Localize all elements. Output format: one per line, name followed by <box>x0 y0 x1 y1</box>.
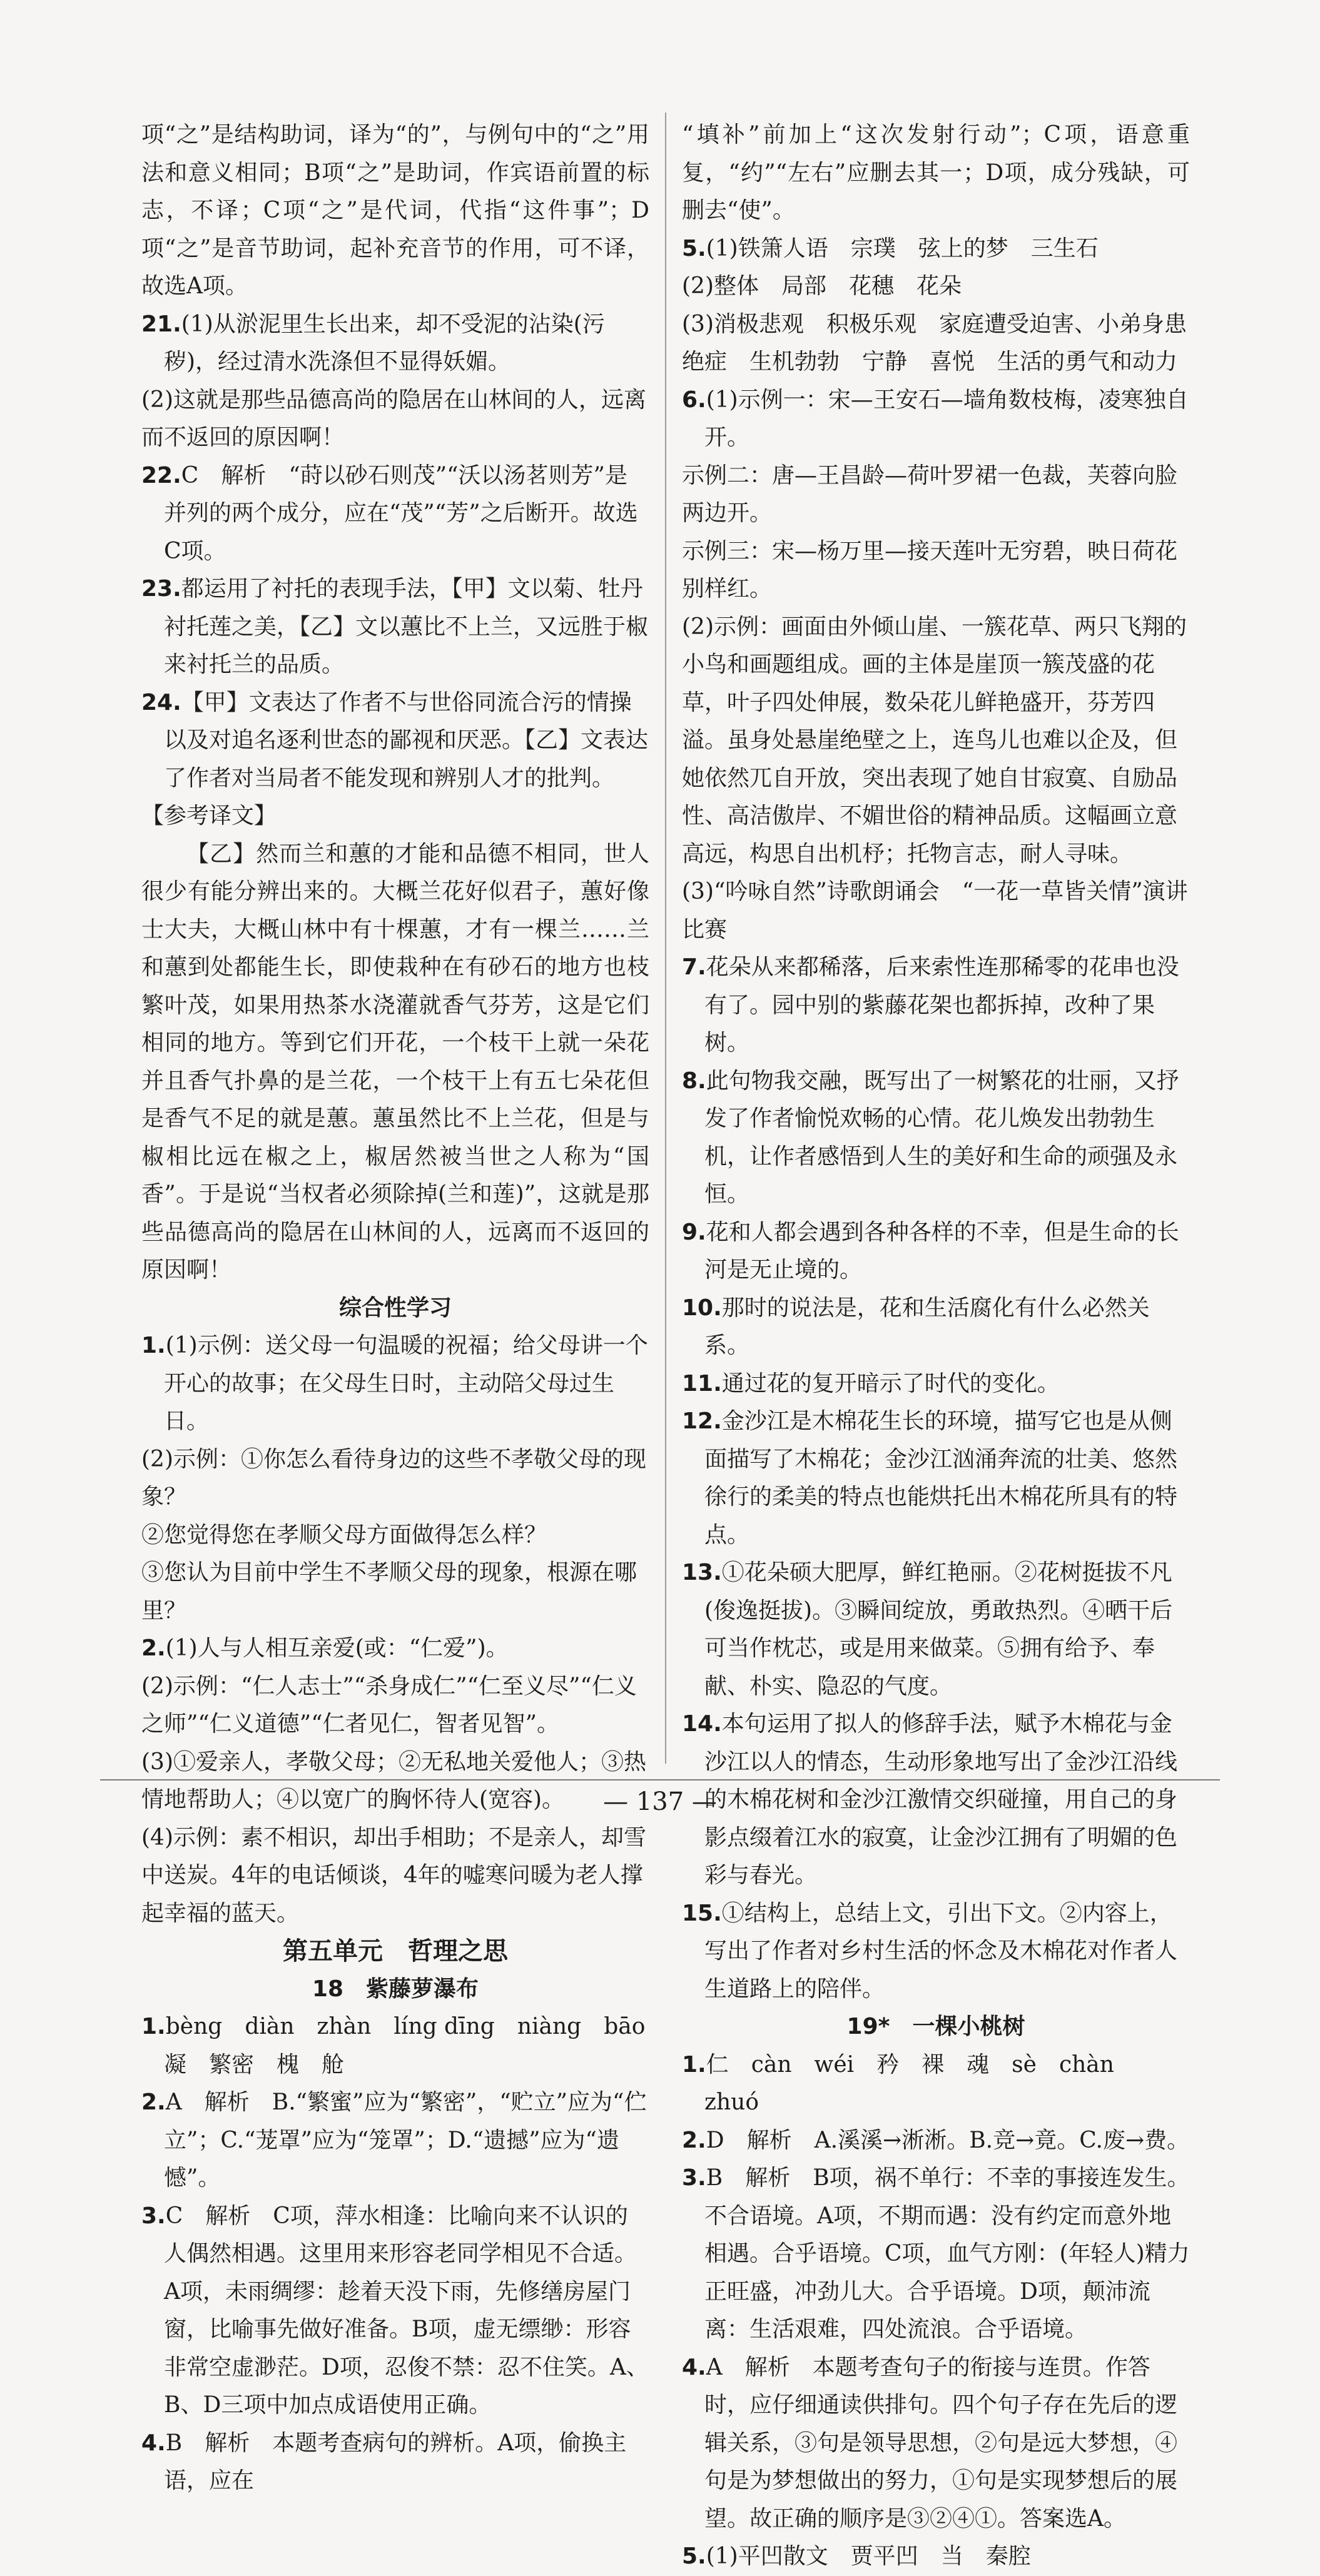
item-text: D 解析 A.溪溪→淅淅。B.竞→竟。C.废→费。 <box>706 2127 1190 2153</box>
right-answer-item <box>682 2122 1190 2160</box>
left-answer-item <box>141 2084 649 2198</box>
item-text: 此句物我交融，既写出了一树繁花的壮丽，又抒发了作者愉悦欢畅的心情。花儿焕发出勃勃生机，让作者感悟到人生的美好和生命的顽强及永恒。 <box>704 1068 1179 1207</box>
right-column <box>682 116 1190 2576</box>
item-text: 金沙江是木棉花生长的环境，描写它也是从侧面描写了木棉花；金沙江汹涌奔流的壮美、悠然徐行的柔美的特点也能烘托出木棉花所具有的特点。 <box>704 1408 1178 1548</box>
left-answer-item <box>141 2198 649 2425</box>
right-continued-paragraph: “填补”前加上“这次发射行动”；C项，语意重复，“约”“左右”应删去其一；D项，成分残缺，可删去“使”。 <box>682 122 1190 223</box>
left-continued-paragraph: 项“之”是结构助词，译为“的”，与例句中的“之”用法和意义相同；B项“之”是助词，作宾语前置的标志，不译；C项“之”是代词，代指“这件事”；D项“之”是音节助词，起补充音节的作用，可不译，故选A项。 <box>141 122 649 299</box>
item-number: 4. <box>682 2354 706 2380</box>
item-text: C 解析 “莳以砂石则茂”“沃以汤茗则芳”是并列的两个成分，应在“茂”“芳”之后断开。故选C项。 <box>164 462 638 564</box>
right-answer-subpart: (3)消极悲观 积极乐观 家庭遭受迫害、小弟身患绝症 生机勃勃 宁静 喜悦 生活的勇气和动力 <box>682 311 1187 375</box>
item-number: 3. <box>141 2203 166 2229</box>
right-answer-item <box>682 2349 1190 2538</box>
item-number: 2. <box>682 2127 706 2153</box>
item-text: B 解析 B项，祸不单行：不幸的事接连发生。不合语境。A项，不期而遇：没有约定而意外地相遇。合乎语境。C项，血气方刚：(年轻人)精力正旺盛，冲劲儿大。合乎语境。D项，颠沛流离：生活艰难，四处流浪。合乎语境。 <box>704 2165 1190 2342</box>
left-answer-item <box>141 306 649 381</box>
item-number: 11. <box>682 1370 722 1397</box>
left-section-heading: 综合性学习 <box>338 1295 452 1321</box>
item-number: 2. <box>141 2089 166 2115</box>
item-text: A 解析 B.“繁蜜”应为“繁密”，“贮立”应为“伫立”；C.“茏罩”应为“笼罩”；D.“遗撼”应为“遗憾”。 <box>164 2089 647 2191</box>
item-number: 10. <box>682 1295 722 1321</box>
right-answer-subpart: (3)“吟咏自然”诗歌朗诵会 “一花一草皆关情”演讲比赛 <box>682 879 1188 942</box>
item-text: C 解析 C项，萍水相逢：比喻向来不认识的人偶然相遇。这里用来形容老同学相见不合适。A项，未雨绸缪：趁着天没下雨，先修缮房屋门窗，比喻事先做好准备。B项，虚无缥缈：形容非常空虚渺茫。D项，忍俊不禁：忍不住笑。A、B、D三项中加点成语使用正确。 <box>164 2203 649 2418</box>
left-answer-item <box>141 2425 649 2500</box>
right-answer-item <box>682 230 1190 268</box>
item-number: 6. <box>682 386 706 413</box>
item-number: 4. <box>141 2430 166 2456</box>
right-answer-subpart: (2)整体 局部 花穗 花朵 <box>682 273 962 299</box>
right-answer-item <box>682 2538 1190 2576</box>
left-answer-item <box>141 684 649 798</box>
left-translation-paragraph: 【乙】然而兰和蕙的才能和品德不相同，世人很少有能分辨出来的。大概兰花好似君子，蕙好像士大夫，大概山林中有十棵蕙，才有一棵兰……兰和蕙到处都能生长，即使栽种在有砂石的地方也枝繁叶茂，如果用热茶水浇灌就香气芬芳，这是它们相同的地方。等到它们开花，一个枝干上就一朵花并且香气扑鼻的是兰花，一个枝干上有五七朵花但是香气不足的就是蕙。蕙虽然比不上兰花，但是与椒相比远在椒之上，椒居然被当世之人称为“国香”。于是说“当权者必须除掉(兰和莲)”，这就是那些品德高尚的隐居在山林间的人，远离而不返回的原因啊！ <box>141 841 649 1283</box>
item-text: 本句运用了拟人的修辞手法，赋予木棉花与金沙江以人的情态，生动形象地写出了金沙江沿线的木棉花树和金沙江激情交织碰撞，用自己的身影点缀着江水的寂寞，让金沙江拥有了明媚的色彩与春光。 <box>704 1711 1178 1888</box>
left-answer-subpart: (3)①爱亲人，孝敬父母；②无私地关爱他人；③热情地帮助人；④以宽广的胸怀待人(宽容)。 <box>141 1749 646 1812</box>
item-text: (1)示例一：宋—王安石—墙角数枝梅，凌寒独自开。 <box>704 386 1189 450</box>
right-answer-subpart: 示例三：宋—杨万里—接天莲叶无穷碧，映日荷花别样红。 <box>682 538 1178 602</box>
left-answer-subpart: (2)这就是那些品德高尚的隐居在山林间的人，远离而不返回的原因啊！ <box>141 386 646 450</box>
left-answer-subpart: (2)示例：①你怎么看待身边的这些不孝敬父母的现象？ <box>141 1446 646 1510</box>
right-answer-subpart: (2)示例：画面由外倾山崖、一簇花草、两只飞翔的小鸟和画题组成。画的主体是崖顶一簇茂盛的花草，叶子四处伸展，数朵花儿鲜艳盛开，芬芳四溢。虽身处悬崖绝壁之上，连鸟儿也难以企及，但她依然兀自开放，突出表现了她自甘寂寞、自励品性、高洁傲岸、不媚世俗的精神品质。这幅画立意高远，构思自出机杼；托物言志，耐人寻味。 <box>682 614 1187 867</box>
left-answer-item <box>141 457 649 571</box>
left-answer-item <box>141 1630 649 1668</box>
item-text: 花朵从来都稀落，后来索性连那稀零的花串也没有了。园中别的紫藤花架也都拆掉，改种了果树。 <box>704 954 1179 1056</box>
item-text: 【甲】文表达了作者不与世俗同流合污的情操以及对追名逐利世态的鄙视和厌恶。【乙】文表达了作者对当局者不能发现和辨别人才的批判。 <box>164 689 649 791</box>
left-answer-item <box>141 570 649 684</box>
right-answer-item <box>682 949 1190 1063</box>
right-answer-item <box>682 1214 1190 1290</box>
item-number: 5. <box>682 2543 706 2569</box>
item-text: (1)示例：送父母一句温暖的祝福；给父母讲一个开心的故事；在父母生日时，主动陪父母过生日。 <box>164 1333 648 1434</box>
item-text: A 解析 本题考查句子的衔接与连贯。作答时，应仔细通读供排句。四个句子存在先后的逻辑关系，③句是领导思想，②句是远大梦想，④句是为梦想做出的努力，①句是实现梦想后的展望。故正确的顺序是③②④①。答案选A。 <box>704 2354 1178 2532</box>
left-section-heading: 第五单元 哲理之思 <box>283 1937 508 1966</box>
footer-rule <box>100 1779 1220 1780</box>
item-text: 那时的说法是，花和生活腐化有什么必然关系。 <box>704 1295 1150 1358</box>
item-number: 5. <box>682 235 706 261</box>
item-text: 都运用了衬托的表现手法，【甲】文以菊、牡丹衬托莲之美，【乙】文以蕙比不上兰，又远胜于椒来衬托兰的品质。 <box>164 576 649 677</box>
item-number: 1. <box>682 2051 706 2078</box>
item-text: ①花朵硕大肥厚，鲜红艳丽。②花树挺拔不凡(俊逸挺拔)。③瞬间绽放，勇敢热烈。④晒干后可当作枕芯，或是用来做菜。⑤拥有给予、奉献、朴实、隐忍的气度。 <box>704 1560 1173 1699</box>
item-number: 1. <box>141 1333 166 1358</box>
item-text: bèng diàn zhàn líng dīng niàng bāo <box>165 2014 646 2039</box>
item-text: (1)平凹散文 贾平凹 当 秦腔 <box>706 2543 1031 2569</box>
left-answer-subpart: ②您觉得您在孝顺父母方面做得怎么样？ <box>141 1522 547 1548</box>
right-answer-subpart: 示例二：唐—王昌龄—荷叶罗裙一色裁，芙蓉向脸两边开。 <box>682 462 1178 526</box>
item-text: B 解析 本题考查病句的辨析。A项，偷换主语，应在 <box>164 2430 627 2493</box>
item-text: 花和人都会遇到各种各样的不幸，但是生命的长河是无止境的。 <box>704 1219 1179 1283</box>
right-answer-item <box>682 381 1190 457</box>
left-answer-item <box>141 1327 649 1441</box>
left-answer-subpart: (2)示例：“仁人志士”“杀身成仁”“仁至义尽”“仁义之师”“仁义道德”“仁者见仁，智者见智”。 <box>141 1673 637 1737</box>
left-section-heading: 18 紫藤萝瀑布 <box>312 1976 479 2002</box>
item-number: 3. <box>682 2165 706 2191</box>
left-answer-subpart: 【参考译文】 <box>141 803 277 829</box>
item-number: 15. <box>682 1900 722 1926</box>
left-column <box>141 116 649 2500</box>
item-text: 仁 càn wéi 矜 裸 魂 sè chàn zhuó <box>704 2051 1137 2115</box>
column-divider <box>665 113 666 1764</box>
item-text: ①结构上，总结上文，引出下文。②内容上，写出了作者对乡村生活的怀念及木棉花对作者人生道路上的陪伴。 <box>704 1900 1178 2002</box>
right-answer-item <box>682 1365 1190 1403</box>
item-text: (1)铁箫人语 宗璞 弦上的梦 三生石 <box>706 235 1099 261</box>
right-answer-item <box>682 1063 1190 1214</box>
left-answer-item <box>141 2008 649 2046</box>
item-number: 22. <box>141 462 181 488</box>
right-answer-item <box>682 1554 1190 1705</box>
right-answer-item <box>682 2159 1190 2349</box>
item-number: 2. <box>141 1635 166 1661</box>
item-number: 23. <box>141 576 181 602</box>
left-answer-subpart: ③您认为目前中学生不孝顺父母的现象，根源在哪里？ <box>141 1560 637 1624</box>
right-answer-item <box>682 2046 1190 2122</box>
item-text: (1)从淤泥里生长出来，却不受泥的沾染(污秽)，经过清水洗涤但不显得妖媚。 <box>164 311 605 375</box>
item-number: 9. <box>682 1219 706 1245</box>
right-answer-item <box>682 1290 1190 1365</box>
item-text: (1)人与人相互亲爱(或：“仁爱”)。 <box>165 1635 509 1661</box>
right-section-heading: 19* 一棵小桃树 <box>846 2014 1025 2039</box>
item-number: 24. <box>141 689 181 715</box>
item-text: 通过花的复开暗示了时代的变化。 <box>721 1370 1060 1397</box>
item-number: 1. <box>141 2014 166 2039</box>
item-number: 8. <box>682 1068 706 1094</box>
right-answer-item <box>682 1895 1190 2009</box>
item-number: 14. <box>682 1711 722 1737</box>
page-number: — 137 — <box>603 1787 717 1816</box>
right-answer-item <box>682 1403 1190 1554</box>
left-answer-subpart: (4)示例：素不相识，却出手相助；不是亲人，却雪中送炭。4年的电话倾谈，4年的嘘寒问暖为老人撑起幸福的蓝天。 <box>141 1824 646 1926</box>
item-number: 13. <box>682 1560 722 1585</box>
item-number: 12. <box>682 1408 722 1434</box>
item-number: 21. <box>141 311 181 337</box>
left-answer-subpart: 凝 繁密 槐 舱 <box>141 2051 345 2078</box>
item-number: 7. <box>682 954 706 980</box>
